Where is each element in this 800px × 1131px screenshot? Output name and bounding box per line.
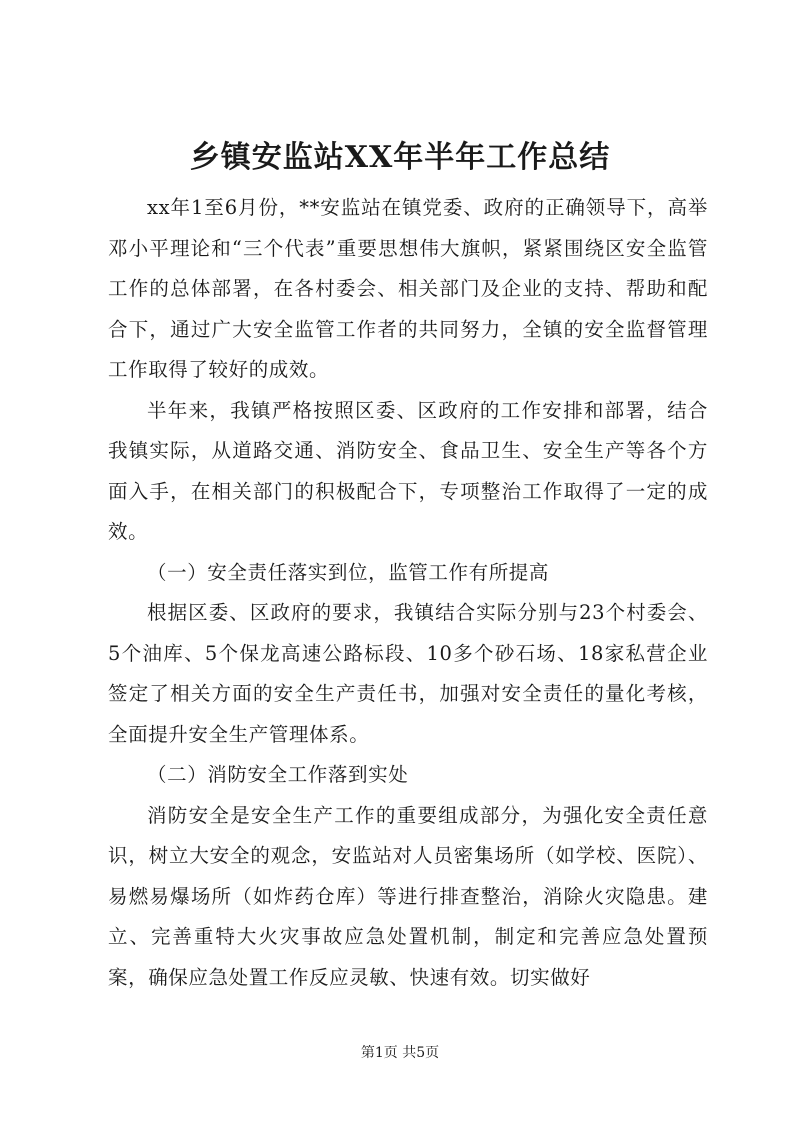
overview-paragraph: 半年来，我镇严格按照区委、区政府的工作安排和部署，结合我镇实际，从道路交通、消防安全、食品卫生、安全生产等各个方面入手，在相关部门的积极配合下，专项整治工作取得了一定的成效。 [108,398,708,543]
section-body-safety-responsibility: 根据区委、区政府的要求，我镇结合实际分别与23个村委会、5个油库、5个保龙高速公路标段、10多个砂石场、18家私营企业签定了相关方面的安全生产责任书，加强对安全责任的量化考核，全面提升安全生产管理体系。 [108,601,708,746]
page-title: 乡镇安监站XX年半年工作总结 [189,140,611,175]
section-heading-fire-safety: （二）消防安全工作落到实处 [147,763,409,786]
section-body-fire-safety: 消防安全是安全生产工作的重要组成部分，为强化安全责任意识，树立大安全的观念，安监站对人员密集场所（如学校、医院）、易燃易爆场所（如炸药仓库）等进行排查整治，消除火灾隐患。建立、完善重特大火灾事故应急处置机制，制定和完善应急处置预案，确保应急处置工作反应灵敏、快速有效。切实做好 [108,803,708,989]
page-footer: 第1页 共5页 [360,1045,440,1061]
document-body [108,188,708,998]
section-heading-safety-responsibility: （一）安全责任落实到位，监管工作有所提高 [147,560,550,584]
intro-paragraph: xx年1至6月份，**安监站在镇党委、政府的正确领导下，高举邓小平理论和“三个代表”重要思想伟大旗帜，紧紧围绕区安全监管工作的总体部署，在各村委会、相关部门及企业的支持、帮助和配合下，通过广大安全监管工作者的共同努力，全镇的安全监督管理工作取得了较好的成效。 [108,196,708,381]
